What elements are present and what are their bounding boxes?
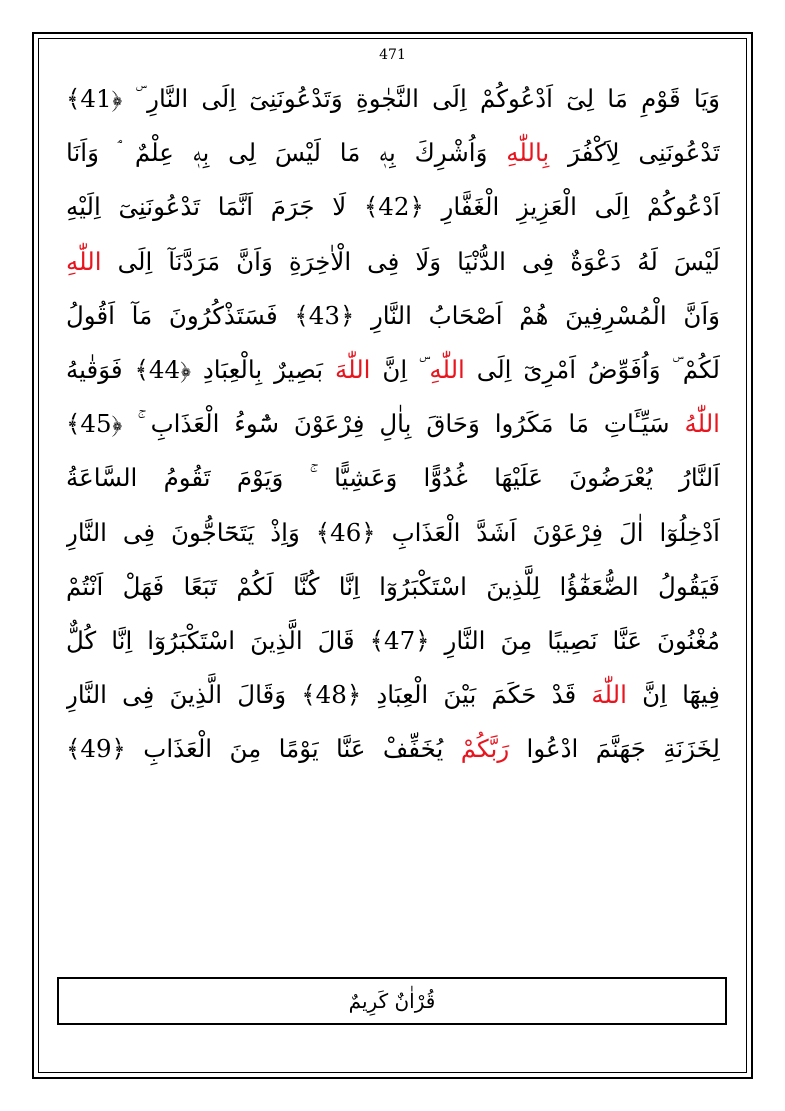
footer-title: قُرْاٰنٌ كَرِيمٌ — [348, 989, 436, 1013]
quran-text-block — [66, 72, 720, 776]
text-line — [66, 451, 720, 505]
verse-text: سَيِّـَٔاتِ مَا مَكَرُوا وَحَاقَ بِاٰلِ فِرْعَوْنَ سُٓوءُ الْعَذَابِ ۚ ﴿45﴾ — [66, 409, 685, 439]
text-line — [66, 506, 720, 560]
divine-name-highlight: اللّٰهَ — [334, 354, 371, 384]
divine-name-highlight: بِاللّٰهِ — [506, 138, 550, 168]
verse-text: وَاُشْرِكَ بِهٖ مَا لَيْسَ لِى بِهٖ عِلْمٌ ۘ وَاَنَا — [66, 138, 507, 168]
text-line — [66, 343, 720, 397]
text-line — [66, 126, 720, 180]
verse-text: وَيَا قَوْمِ مَا لِىٓ اَدْعُوكُمْ اِلَى النَّجٰوةِ وَتَدْعُونَنِىٓ اِلَى النَّارِ ۜ ﴿41﴾ — [66, 84, 720, 113]
verse-text: قَدْ حَكَمَ بَيْنَ الْعِبَادِ ﴿48﴾ وَقَالَ الَّذِينَ فِى النَّارِ — [66, 680, 592, 710]
text-line — [66, 668, 720, 722]
verse-text: اَدْعُوكُمْ اِلَى الْعَزِيزِ الْغَفَّارِ ﴿42﴾ لَا جَرَمَ اَنَّمَا تَدْعُونَنِىٓ اِلَيْهِ — [66, 192, 720, 222]
verse-text: اَلنَّارُ يُعْرَضُونَ عَلَيْهَا غُدُوًّا وَعَشِيًّا ۚ وَيَوْمَ تَقُومُ السَّاعَةُ — [66, 463, 720, 493]
text-line — [66, 397, 720, 451]
verse-text: فَيَقُولُ الضُّعَفٰٓؤُا لِلَّذِينَ اسْتَكْبَرُوٓا اِنَّا كُنَّا لَكُمْ تَبَعًا فَهَلْ اَنْتُمْ — [66, 571, 720, 601]
verse-text: بَصِيرٌ بِالْعِبَادِ ﴿44﴾ فَوَقٰيهُ — [66, 354, 335, 384]
text-line — [66, 722, 720, 776]
verse-text: يُخَفِّفْ عَنَّا يَوْمًا مِنَ الْعَذَابِ ﴿49﴾ — [66, 734, 461, 764]
text-line — [66, 614, 720, 668]
verse-text: لِخَزَنَةِ جَهَنَّمَ ادْعُوا — [509, 734, 720, 764]
verse-text: مُغْنُونَ عَنَّا نَصِيبًا مِنَ النَّارِ ﴿47﴾ قَالَ الَّذِينَ اسْتَكْبَرُوٓا اِنَّا كُلٌّ — [66, 625, 720, 655]
text-line — [66, 235, 720, 289]
verse-text: ۜ اِنَّ — [370, 354, 430, 384]
divine-name-highlight: اللّٰهُ — [684, 409, 720, 439]
verse-text: اَدْخِلُوٓا اٰلَ فِرْعَوْنَ اَشَدَّ الْعَذَابِ ﴿46﴾ وَاِذْ يَتَحَٓاجُّونَ فِى النَّارِ — [66, 517, 720, 547]
verse-text: لَكُمْ ۜ وَاُفَوِّضُ اَمْرِىٓ اِلَى — [464, 354, 720, 384]
divine-name-highlight: رَبَّكُمْ — [460, 734, 510, 764]
divine-name-highlight: اللّٰهِ — [429, 354, 465, 384]
page-number: 471 — [379, 47, 406, 63]
text-line — [66, 289, 720, 343]
divine-name-highlight: اللّٰهَ — [591, 680, 627, 710]
text-line — [66, 72, 720, 126]
verse-text: تَدْعُونَنِى لِاَكْفُرَ — [549, 138, 720, 168]
text-line — [66, 560, 720, 614]
verse-text: فِيهَٓا اِنَّ — [626, 680, 720, 710]
verse-text: لَيْسَ لَهُ دَعْوَةٌ فِى الدُّنْيَا وَلَا فِى الْاٰخِرَةِ وَاَنَّ مَرَدَّنَآ اِلَى — [101, 246, 720, 276]
text-line — [66, 180, 720, 234]
verse-text: وَاَنَّ الْمُسْرِفِينَ هُمْ اَصْحَابُ النَّارِ ﴿43﴾ فَسَتَذْكُرُونَ مَآ اَقُولُ — [66, 300, 720, 330]
footer-title-box — [57, 977, 727, 1025]
divine-name-highlight: اللّٰهِ — [66, 246, 102, 276]
